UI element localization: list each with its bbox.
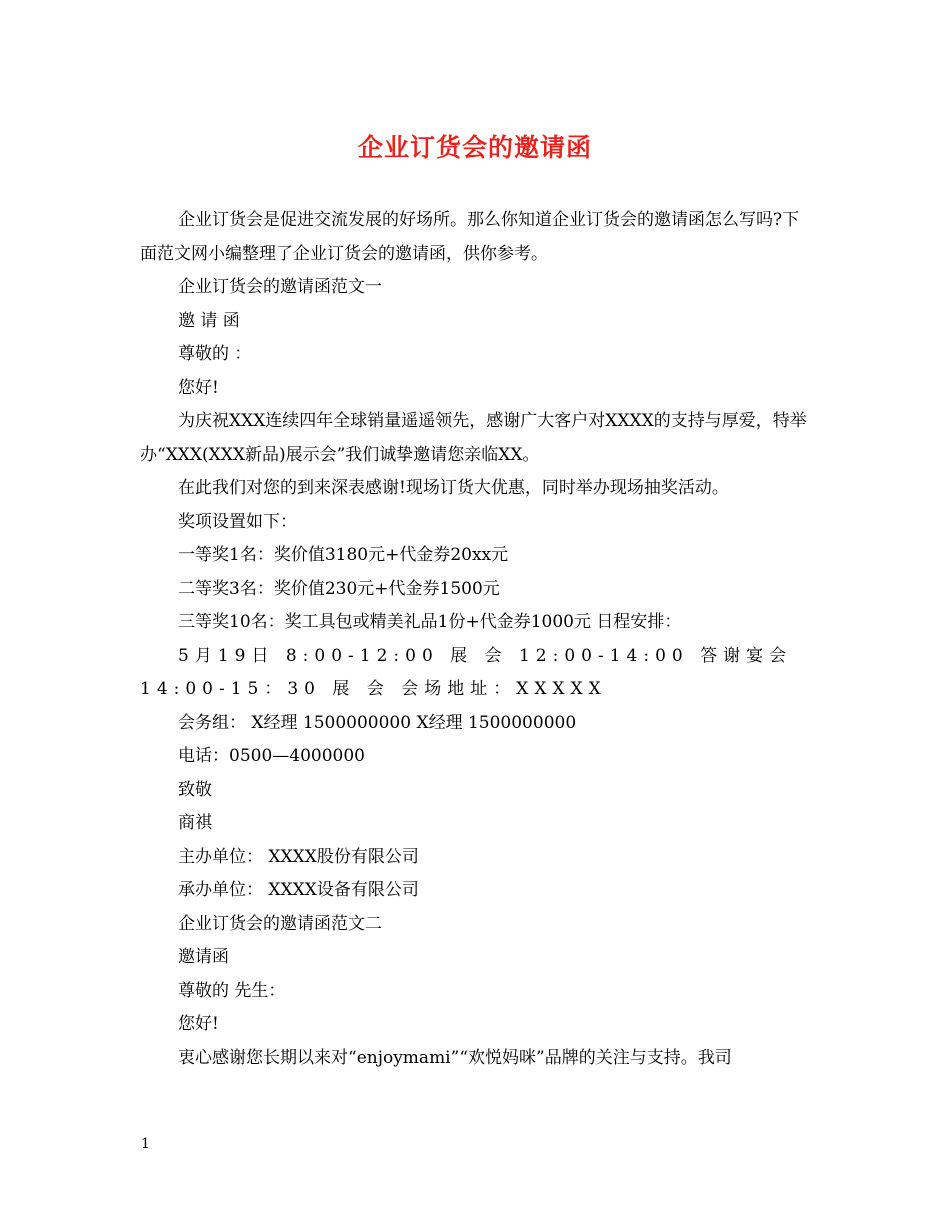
paragraph-third-prize: 三等奖10名：奖工具包或精美礼品1份+代金券1000元 日程安排：	[178, 612, 682, 632]
paragraph-organizer: 承办单位： XXXX设备有限公司	[178, 880, 419, 900]
paragraph-phone: 电话：0500—4000000	[178, 746, 365, 766]
paragraph-host: 主办单位： XXXX股份有限公司	[178, 846, 419, 867]
paragraph-salutation-two: 尊敬的 先生：	[178, 980, 286, 1001]
paragraph-invitation-heading: 邀 请 函	[178, 310, 240, 331]
paragraph-thanks: 在此我们对您的到来深表感谢!现场订货大优惠，同时举办现场抽奖活动。	[178, 478, 729, 498]
page-number: 1	[141, 1136, 150, 1152]
paragraph-second-prize: 二等奖3名：奖价值230元+代金券1500元	[178, 578, 500, 599]
paragraph-prize-setup: 奖项设置如下：	[178, 511, 297, 532]
paragraph-wishes: 商祺	[178, 813, 212, 833]
paragraph-sample-one-heading: 企业订货会的邀请函范文一	[178, 277, 382, 297]
paragraph-brand-thanks: 衷心感谢您长期以来对“enjoymami”“欢悦妈咪”品牌的关注与支持。我司	[178, 1047, 732, 1068]
paragraph-celebration: 为庆祝XXX连续四年全球销量遥遥领先，感谢广大客户对XXXX的支持与厚爱，特举办“XXX(XXX新品)展示会”我们诚挚邀请您亲临XX。	[140, 411, 807, 465]
paragraph-invitation-heading-two: 邀请函	[178, 947, 229, 967]
document-body	[140, 204, 812, 1075]
paragraph-sample-two-heading: 企业订货会的邀请函范文二	[178, 913, 382, 934]
document-title: 企业订货会的邀请函	[357, 133, 592, 162]
paragraph-schedule: 5月19日 8:00-12:00 展 会 12:00-14:00 答谢宴会 14:00-15：30 展 会 会场地址：XXXXX	[140, 645, 793, 699]
paragraph-greeting: 您好!	[178, 377, 219, 398]
paragraph-first-prize: 一等奖1名：奖价值3180元+代金券20xx元	[178, 545, 509, 565]
paragraph-greeting-two: 您好!	[178, 1014, 219, 1034]
paragraph-regards: 致敬	[178, 779, 212, 800]
paragraph-organizing-team: 会务组： X经理 1500000000 X经理 1500000000	[178, 712, 577, 733]
paragraph-intro: 企业订货会是促进交流发展的好场所。那么你知道企业订货会的邀请函怎么写吗?下面范文网小编整理了企业订货会的邀请函，供你参考。	[140, 210, 800, 264]
paragraph-salutation: 尊敬的 ：	[178, 344, 252, 364]
